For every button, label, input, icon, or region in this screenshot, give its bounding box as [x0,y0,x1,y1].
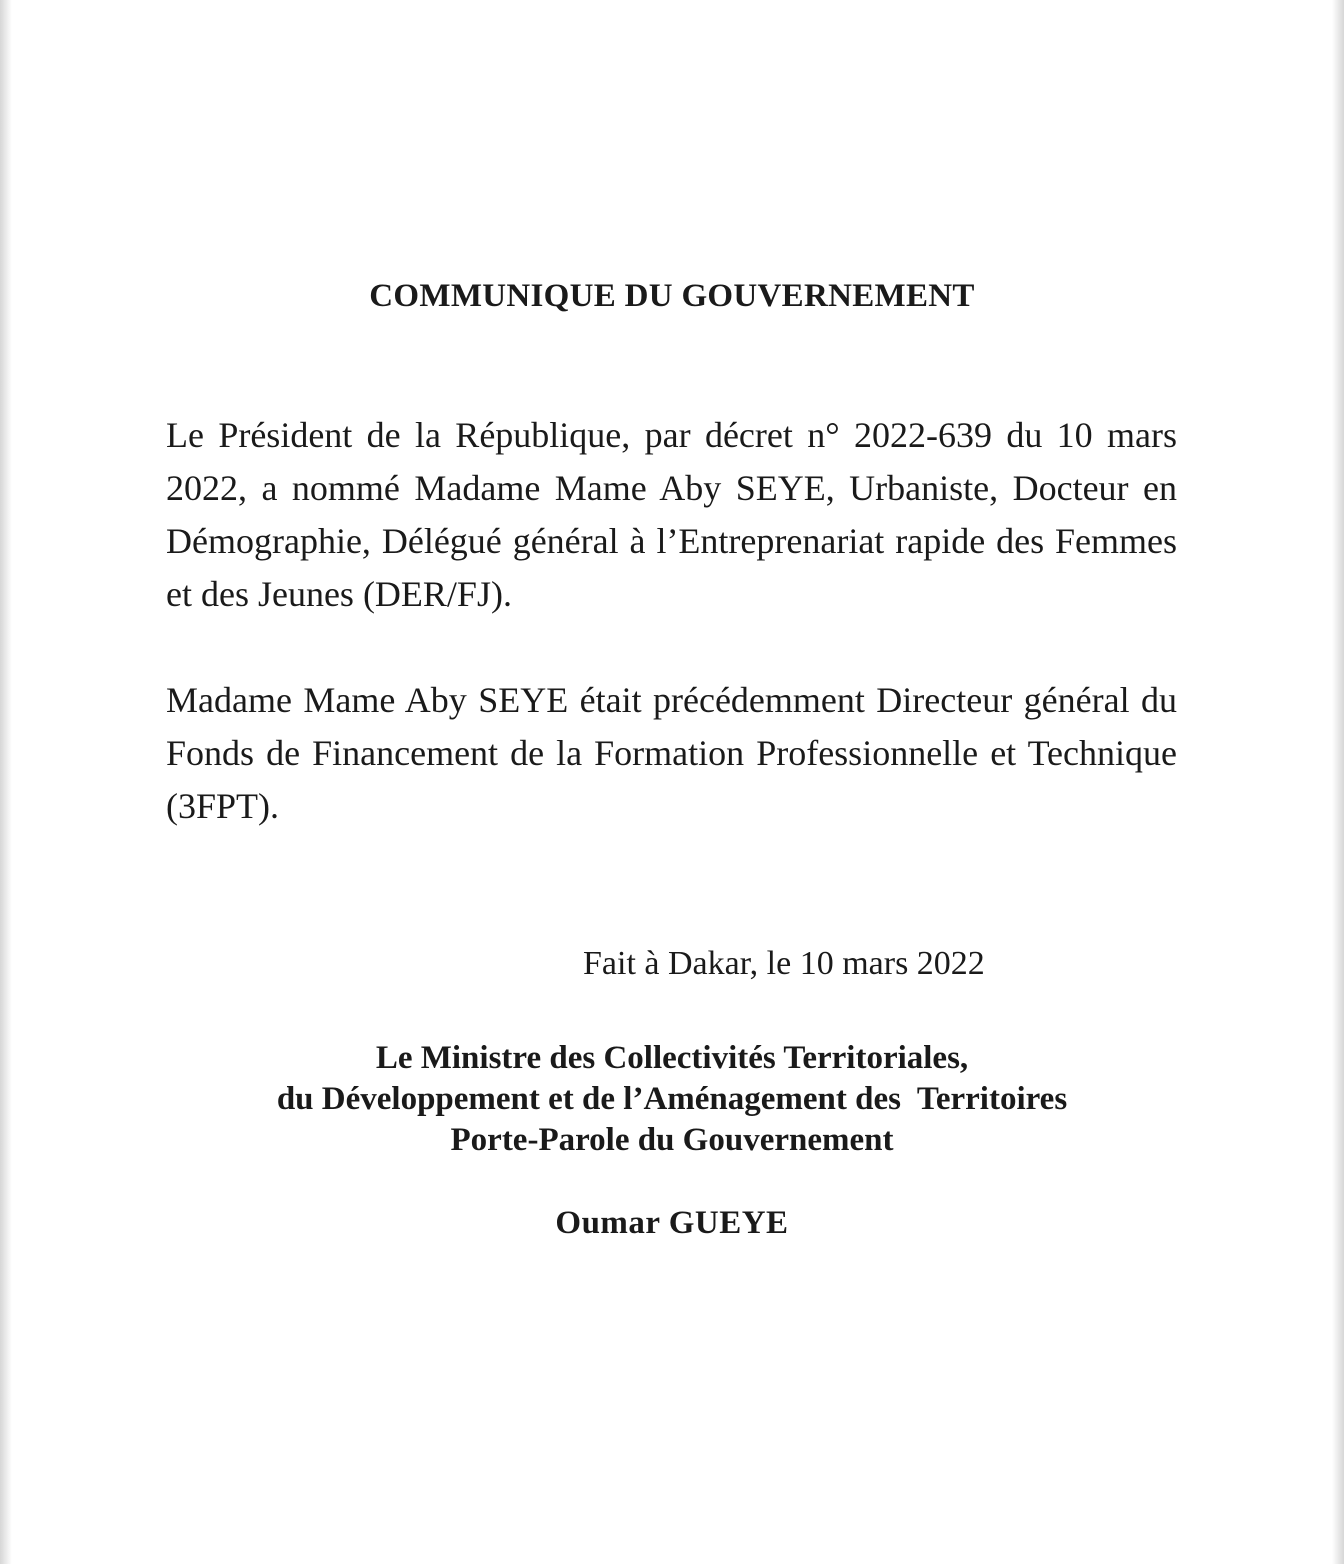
document-title: COMMUNIQUE DU GOUVERNEMENT [369,278,975,314]
paragraph-previous-role: Madame Mame Aby SEYE était précédemment Directeur général du Fonds de Financement de la Formation Professionnelle et Technique (3FPT). [166,680,1177,826]
page-edge-right [1332,0,1344,1564]
signature-line-spokesperson: Porte-Parole du Gouvernement [450,1122,894,1158]
signature-block [0,1038,1344,1161]
signature-line-minister: Le Ministre des Collectivités Territoriales, [375,1040,969,1076]
signatory-name: Oumar GUEYE [555,1205,789,1241]
signature-line-ministry: du Développement et de l’Aménagement des Territoires [276,1081,1068,1117]
place-and-date: Fait à Dakar, le 10 mars 2022 [583,945,985,982]
page-edge-left [0,0,12,1564]
paragraph-appointment: Le Président de la République, par décret n° 2022-639 du 10 mars 2022, a nommé Madame Mame Aby SEYE, Urbaniste, Docteur en Démographie, Délégué général à l’Entreprenariat rapide des Femmes et des Jeunes (DER/FJ). [166,415,1177,614]
